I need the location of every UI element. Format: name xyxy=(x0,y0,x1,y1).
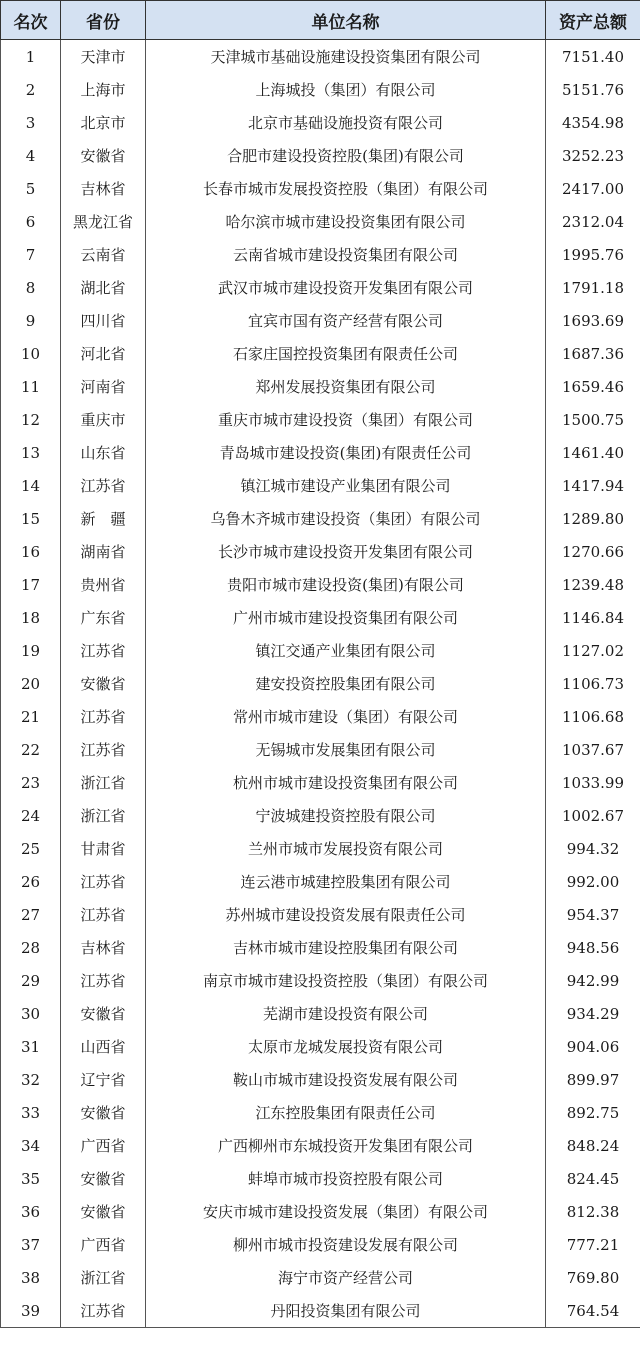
total-assets-cell: 1239.48 xyxy=(546,568,640,601)
rank-cell: 7 xyxy=(1,238,61,271)
total-assets-cell: 904.06 xyxy=(546,1030,640,1063)
province-cell: 江苏省 xyxy=(61,1294,146,1328)
table-row xyxy=(1,1294,640,1328)
province-cell: 吉林省 xyxy=(61,931,146,964)
company-name-cell: 宁波城建投资控股有限公司 xyxy=(146,799,546,832)
rank-cell: 8 xyxy=(1,271,61,304)
table-row xyxy=(1,403,640,436)
rank-cell: 18 xyxy=(1,601,61,634)
total-assets-cell: 899.97 xyxy=(546,1063,640,1096)
province-cell: 重庆市 xyxy=(61,403,146,436)
rank-cell: 27 xyxy=(1,898,61,931)
total-assets-cell: 1417.94 xyxy=(546,469,640,502)
province-cell: 山东省 xyxy=(61,436,146,469)
table-row xyxy=(1,1063,640,1096)
rank-cell: 16 xyxy=(1,535,61,568)
province-cell: 四川省 xyxy=(61,304,146,337)
table-row xyxy=(1,469,640,502)
table-row xyxy=(1,766,640,799)
total-assets-cell: 824.45 xyxy=(546,1162,640,1195)
total-assets-cell: 2312.04 xyxy=(546,205,640,238)
company-name-cell: 芜湖市建设投资有限公司 xyxy=(146,997,546,1030)
rank-cell: 39 xyxy=(1,1294,61,1328)
table-row xyxy=(1,898,640,931)
total-assets-cell: 7151.40 xyxy=(546,40,640,74)
total-assets-cell: 4354.98 xyxy=(546,106,640,139)
total-assets-cell: 769.80 xyxy=(546,1261,640,1294)
header-rank: 名次 xyxy=(1,1,61,40)
rank-cell: 21 xyxy=(1,700,61,733)
total-assets-cell: 1500.75 xyxy=(546,403,640,436)
company-name-cell: 乌鲁木齐城市建设投资（集团）有限公司 xyxy=(146,502,546,535)
table-row xyxy=(1,1129,640,1162)
province-cell: 湖北省 xyxy=(61,271,146,304)
company-name-cell: 南京市城市建设投资控股（集团）有限公司 xyxy=(146,964,546,997)
total-assets-cell: 992.00 xyxy=(546,865,640,898)
company-name-cell: 上海城投（集团）有限公司 xyxy=(146,73,546,106)
province-cell: 江苏省 xyxy=(61,964,146,997)
table-row xyxy=(1,304,640,337)
table-row xyxy=(1,535,640,568)
company-name-cell: 重庆市城市建设投资（集团）有限公司 xyxy=(146,403,546,436)
rank-cell: 4 xyxy=(1,139,61,172)
rank-cell: 2 xyxy=(1,73,61,106)
total-assets-cell: 1270.66 xyxy=(546,535,640,568)
company-name-cell: 建安投资控股集团有限公司 xyxy=(146,667,546,700)
rank-cell: 38 xyxy=(1,1261,61,1294)
rank-cell: 35 xyxy=(1,1162,61,1195)
rank-cell: 26 xyxy=(1,865,61,898)
province-cell: 辽宁省 xyxy=(61,1063,146,1096)
company-name-cell: 安庆市城市建设投资发展（集团）有限公司 xyxy=(146,1195,546,1228)
company-name-cell: 镇江城市建设产业集团有限公司 xyxy=(146,469,546,502)
table-row xyxy=(1,139,640,172)
province-cell: 河北省 xyxy=(61,337,146,370)
company-name-cell: 鞍山市城市建设投资发展有限公司 xyxy=(146,1063,546,1096)
province-cell: 甘肃省 xyxy=(61,832,146,865)
total-assets-cell: 1791.18 xyxy=(546,271,640,304)
province-cell: 安徽省 xyxy=(61,1096,146,1129)
province-cell: 上海市 xyxy=(61,73,146,106)
province-cell: 江苏省 xyxy=(61,700,146,733)
rank-cell: 13 xyxy=(1,436,61,469)
rank-cell: 37 xyxy=(1,1228,61,1261)
table-row xyxy=(1,172,640,205)
table-row xyxy=(1,502,640,535)
header-company-name: 单位名称 xyxy=(146,1,546,40)
total-assets-cell: 812.38 xyxy=(546,1195,640,1228)
rank-cell: 24 xyxy=(1,799,61,832)
total-assets-cell: 848.24 xyxy=(546,1129,640,1162)
table-row xyxy=(1,436,640,469)
province-cell: 湖南省 xyxy=(61,535,146,568)
company-name-cell: 广西柳州市东城投资开发集团有限公司 xyxy=(146,1129,546,1162)
province-cell: 安徽省 xyxy=(61,1195,146,1228)
total-assets-cell: 994.32 xyxy=(546,832,640,865)
table-row xyxy=(1,1228,640,1261)
rank-cell: 20 xyxy=(1,667,61,700)
province-cell: 浙江省 xyxy=(61,766,146,799)
province-cell: 浙江省 xyxy=(61,799,146,832)
rank-cell: 32 xyxy=(1,1063,61,1096)
table-row xyxy=(1,634,640,667)
rank-cell: 1 xyxy=(1,40,61,74)
province-cell: 云南省 xyxy=(61,238,146,271)
table-row xyxy=(1,799,640,832)
province-cell: 广西省 xyxy=(61,1228,146,1261)
table-row xyxy=(1,73,640,106)
rank-cell: 23 xyxy=(1,766,61,799)
table-row xyxy=(1,1195,640,1228)
company-name-cell: 苏州城市建设投资发展有限责任公司 xyxy=(146,898,546,931)
table-row xyxy=(1,733,640,766)
table-row xyxy=(1,1096,640,1129)
total-assets-cell: 777.21 xyxy=(546,1228,640,1261)
rank-cell: 30 xyxy=(1,997,61,1030)
header-row xyxy=(1,1,640,40)
table-row xyxy=(1,370,640,403)
rank-cell: 3 xyxy=(1,106,61,139)
table-row xyxy=(1,997,640,1030)
table-row xyxy=(1,601,640,634)
header-total-assets: 资产总额 xyxy=(546,1,640,40)
total-assets-cell: 1002.67 xyxy=(546,799,640,832)
rank-cell: 14 xyxy=(1,469,61,502)
province-cell: 安徽省 xyxy=(61,997,146,1030)
rank-cell: 22 xyxy=(1,733,61,766)
company-name-cell: 郑州发展投资集团有限公司 xyxy=(146,370,546,403)
total-assets-cell: 1106.73 xyxy=(546,667,640,700)
province-cell: 山西省 xyxy=(61,1030,146,1063)
rank-cell: 5 xyxy=(1,172,61,205)
province-cell: 黑龙江省 xyxy=(61,205,146,238)
total-assets-cell: 5151.76 xyxy=(546,73,640,106)
province-cell: 广西省 xyxy=(61,1129,146,1162)
rank-cell: 11 xyxy=(1,370,61,403)
total-assets-cell: 1037.67 xyxy=(546,733,640,766)
rank-cell: 28 xyxy=(1,931,61,964)
company-name-cell: 杭州市城市建设投资集团有限公司 xyxy=(146,766,546,799)
rank-cell: 17 xyxy=(1,568,61,601)
rank-cell: 6 xyxy=(1,205,61,238)
province-cell: 河南省 xyxy=(61,370,146,403)
total-assets-cell: 954.37 xyxy=(546,898,640,931)
total-assets-cell: 934.29 xyxy=(546,997,640,1030)
company-name-cell: 武汉市城市建设投资开发集团有限公司 xyxy=(146,271,546,304)
total-assets-cell: 1687.36 xyxy=(546,337,640,370)
rank-cell: 15 xyxy=(1,502,61,535)
company-name-cell: 镇江交通产业集团有限公司 xyxy=(146,634,546,667)
table-row xyxy=(1,667,640,700)
company-name-cell: 青岛城市建设投资(集团)有限责任公司 xyxy=(146,436,546,469)
company-name-cell: 兰州市城市发展投资有限公司 xyxy=(146,832,546,865)
province-cell: 安徽省 xyxy=(61,667,146,700)
table-row xyxy=(1,931,640,964)
total-assets-cell: 1127.02 xyxy=(546,634,640,667)
total-assets-cell: 892.75 xyxy=(546,1096,640,1129)
header-province: 省份 xyxy=(61,1,146,40)
rank-cell: 12 xyxy=(1,403,61,436)
rank-cell: 33 xyxy=(1,1096,61,1129)
table-row xyxy=(1,832,640,865)
rank-cell: 29 xyxy=(1,964,61,997)
total-assets-cell: 3252.23 xyxy=(546,139,640,172)
table-row xyxy=(1,106,640,139)
province-cell: 贵州省 xyxy=(61,568,146,601)
total-assets-cell: 1693.69 xyxy=(546,304,640,337)
company-name-cell: 常州市城市建设（集团）有限公司 xyxy=(146,700,546,733)
table-body xyxy=(1,40,640,1328)
province-cell: 安徽省 xyxy=(61,1162,146,1195)
company-name-cell: 云南省城市建设投资集团有限公司 xyxy=(146,238,546,271)
province-cell: 安徽省 xyxy=(61,139,146,172)
company-name-cell: 长春市城市发展投资控股（集团）有限公司 xyxy=(146,172,546,205)
table-row xyxy=(1,1030,640,1063)
province-cell: 江苏省 xyxy=(61,634,146,667)
province-cell: 吉林省 xyxy=(61,172,146,205)
company-name-cell: 长沙市城市建设投资开发集团有限公司 xyxy=(146,535,546,568)
rank-cell: 34 xyxy=(1,1129,61,1162)
company-name-cell: 宜宾市国有资产经营有限公司 xyxy=(146,304,546,337)
table-row xyxy=(1,964,640,997)
total-assets-cell: 1659.46 xyxy=(546,370,640,403)
company-name-cell: 丹阳投资集团有限公司 xyxy=(146,1294,546,1328)
company-name-cell: 贵阳市城市建设投资(集团)有限公司 xyxy=(146,568,546,601)
total-assets-cell: 1995.76 xyxy=(546,238,640,271)
company-name-cell: 柳州市城市投资建设发展有限公司 xyxy=(146,1228,546,1261)
table-row xyxy=(1,568,640,601)
province-cell: 浙江省 xyxy=(61,1261,146,1294)
company-name-cell: 江东控股集团有限责任公司 xyxy=(146,1096,546,1129)
total-assets-cell: 1106.68 xyxy=(546,700,640,733)
company-name-cell: 石家庄国控投资集团有限责任公司 xyxy=(146,337,546,370)
company-name-cell: 广州市城市建设投资集团有限公司 xyxy=(146,601,546,634)
rank-cell: 9 xyxy=(1,304,61,337)
company-name-cell: 连云港市城建控股集团有限公司 xyxy=(146,865,546,898)
table-row xyxy=(1,238,640,271)
company-name-cell: 吉林市城市建设控股集团有限公司 xyxy=(146,931,546,964)
total-assets-cell: 1033.99 xyxy=(546,766,640,799)
rank-cell: 10 xyxy=(1,337,61,370)
total-assets-cell: 948.56 xyxy=(546,931,640,964)
rank-cell: 19 xyxy=(1,634,61,667)
total-assets-cell: 764.54 xyxy=(546,1294,640,1328)
table-row xyxy=(1,700,640,733)
province-cell: 江苏省 xyxy=(61,898,146,931)
province-cell: 北京市 xyxy=(61,106,146,139)
company-name-cell: 海宁市资产经营公司 xyxy=(146,1261,546,1294)
table-row xyxy=(1,1162,640,1195)
rank-cell: 36 xyxy=(1,1195,61,1228)
total-assets-cell: 1146.84 xyxy=(546,601,640,634)
province-cell: 江苏省 xyxy=(61,469,146,502)
table-row xyxy=(1,1261,640,1294)
total-assets-cell: 942.99 xyxy=(546,964,640,997)
rank-cell: 25 xyxy=(1,832,61,865)
province-cell: 江苏省 xyxy=(61,733,146,766)
company-name-cell: 北京市基础设施投资有限公司 xyxy=(146,106,546,139)
company-name-cell: 哈尔滨市城市建设投资集团有限公司 xyxy=(146,205,546,238)
province-cell: 新 疆 xyxy=(61,502,146,535)
province-cell: 广东省 xyxy=(61,601,146,634)
table-row xyxy=(1,865,640,898)
province-cell: 天津市 xyxy=(61,40,146,74)
company-name-cell: 天津城市基础设施建设投资集团有限公司 xyxy=(146,40,546,74)
company-name-cell: 无锡城市发展集团有限公司 xyxy=(146,733,546,766)
company-name-cell: 太原市龙城发展投资有限公司 xyxy=(146,1030,546,1063)
table-row xyxy=(1,40,640,74)
company-name-cell: 蚌埠市城市投资控股有限公司 xyxy=(146,1162,546,1195)
total-assets-cell: 1461.40 xyxy=(546,436,640,469)
table-row xyxy=(1,205,640,238)
total-assets-cell: 1289.80 xyxy=(546,502,640,535)
province-cell: 江苏省 xyxy=(61,865,146,898)
total-assets-cell: 2417.00 xyxy=(546,172,640,205)
rank-cell: 31 xyxy=(1,1030,61,1063)
table-row xyxy=(1,337,640,370)
company-name-cell: 合肥市建设投资控股(集团)有限公司 xyxy=(146,139,546,172)
table-row xyxy=(1,271,640,304)
